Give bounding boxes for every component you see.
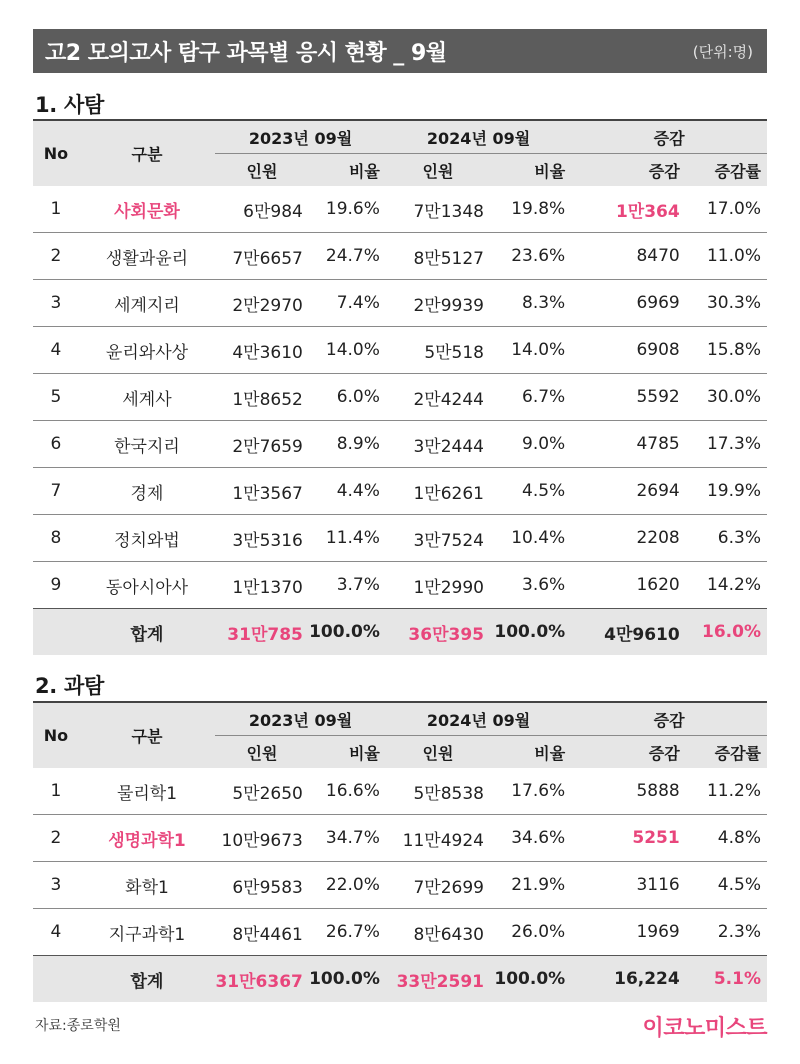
people-2023-cell: 8만4461 (232, 924, 303, 945)
increase-rate-cell: 11.0% (686, 233, 767, 280)
people-2024-cell: 1만6261 (386, 468, 490, 515)
people-2024-cell: 5만518 (386, 327, 490, 374)
header-no: No (33, 702, 79, 768)
ratio-2023-cell: 24.7% (309, 233, 386, 280)
increase-cell: 2694 (571, 468, 686, 515)
subject-name-cell: 정치와법 (79, 515, 215, 562)
source-note: 자료:종로학원 (35, 1018, 121, 1034)
subject-name-cell: 한국지리 (79, 421, 215, 468)
table-row (33, 374, 767, 421)
people-2023-cell: 6만9583 (215, 862, 309, 909)
unit-label: (단위:명) (692, 42, 753, 61)
ratio-2024-cell: 34.6% (490, 815, 571, 862)
increase-cell: 8470 (571, 233, 686, 280)
people-2024-cell: 11만4924 (386, 815, 490, 862)
people-2023-cell: 3만5316 (215, 515, 309, 562)
increase-cell: 1만364 (571, 186, 686, 233)
row-number-cell: 1 (33, 186, 79, 233)
total-blank-cell (33, 609, 79, 656)
row-number-cell: 2 (33, 233, 79, 280)
ratio-2024-cell: 14.0% (490, 327, 571, 374)
increase-rate-cell: 14.2% (706, 575, 761, 595)
header-increase-rate: 증감률 (686, 154, 767, 187)
table-row (33, 468, 767, 515)
ratio-2024-cell: 19.8% (490, 186, 571, 233)
people-2023-cell: 7만6657 (215, 233, 309, 280)
increase-cell: 5592 (571, 374, 686, 421)
ratio-2024-cell: 8.3% (490, 280, 571, 327)
people-2024-cell: 5만8538 (386, 768, 490, 815)
people-2023-cell: 1만3567 (215, 468, 309, 515)
subject-name-cell: 화학1 (79, 862, 215, 909)
ratio-2023-cell: 19.6% (309, 186, 386, 233)
ratio-2024-cell: 23.6% (490, 233, 571, 280)
people-2024-cell: 8만5127 (386, 233, 490, 280)
people-2023-cell: 4만3610 (215, 327, 309, 374)
table-row (33, 186, 767, 233)
total-blank-cell (33, 956, 79, 1003)
ratio-2023-cell: 6.0% (309, 374, 386, 421)
ratio-2023-cell: 26.7% (325, 922, 380, 942)
page-title: 고2 모의고사 탐구 과목별 응시 현황 _ 9월 (45, 40, 447, 66)
people-2023-cell: 6만984 (215, 186, 309, 233)
people-2024-cell: 2만4244 (386, 374, 490, 421)
people-2023-cell: 2만2970 (215, 280, 309, 327)
people-2023-cell: 10만9673 (215, 815, 309, 862)
header-year-2023: 2023년 09월 (215, 120, 386, 154)
row-number-cell: 4 (50, 922, 62, 942)
header-increase: 증감 (571, 154, 686, 187)
ratio-2023-cell: 14.0% (309, 327, 386, 374)
row-number-cell: 5 (33, 374, 79, 421)
ratio-2024-cell: 9.0% (490, 421, 571, 468)
people-2023-cell: 5만2650 (215, 768, 309, 815)
header-change: 증감 (571, 120, 767, 154)
increase-cell: 5888 (571, 768, 686, 815)
subject-name-cell: 윤리와사상 (79, 327, 215, 374)
total-people-2023-cell: 31만6367 (215, 956, 309, 1003)
title-bar (33, 29, 767, 73)
ratio-2024-cell: 4.5% (490, 468, 571, 515)
total-ratio-2024-cell: 100.0% (490, 956, 571, 1003)
total-subject-name-cell: 합계 (79, 956, 215, 1003)
social-table (33, 119, 767, 655)
row-number-cell: 3 (33, 280, 79, 327)
header-people-2023: 인원 (215, 736, 309, 769)
total-increase-cell: 4만9610 (571, 609, 686, 656)
total-people-2024-cell: 33만2591 (386, 956, 490, 1003)
people-2024-cell: 8만6430 (413, 924, 484, 945)
increase-rate-cell: 15.8% (686, 327, 767, 374)
header-increase-rate: 증감률 (686, 736, 767, 769)
people-2024-cell: 7만1348 (386, 186, 490, 233)
increase-rate-cell: 4.8% (686, 815, 767, 862)
table-row (33, 909, 767, 956)
people-2024-cell: 2만9939 (386, 280, 490, 327)
header-change: 증감 (571, 702, 767, 736)
table-row (33, 327, 767, 374)
increase-cell: 1969 (636, 922, 680, 942)
total-people-2024-cell: 36만395 (386, 609, 490, 656)
total-increase-cell: 16,224 (571, 956, 686, 1003)
increase-rate-cell: 30.0% (686, 374, 767, 421)
ratio-2023-cell: 22.0% (309, 862, 386, 909)
header-ratio-2024: 비율 (490, 154, 571, 187)
table-row (33, 280, 767, 327)
table-row (33, 768, 767, 815)
header-people-2024: 인원 (386, 154, 490, 187)
increase-cell: 3116 (571, 862, 686, 909)
row-number-cell: 3 (33, 862, 79, 909)
ratio-2023-cell: 8.9% (309, 421, 386, 468)
increase-rate-cell: 17.3% (686, 421, 767, 468)
total-people-2023-cell: 31만785 (215, 609, 309, 656)
people-2024-cell: 3만7524 (386, 515, 490, 562)
ratio-2024-cell: 6.7% (490, 374, 571, 421)
subject-name-cell: 세계지리 (79, 280, 215, 327)
row-number-cell: 9 (50, 575, 62, 595)
science-table (33, 701, 767, 1002)
section-title-science: 2. 과탐 (35, 674, 104, 698)
row-number-cell: 4 (33, 327, 79, 374)
table-row (33, 233, 767, 280)
section-title-social: 1. 사탐 (35, 93, 104, 117)
header-ratio-2024: 비율 (490, 736, 571, 769)
ratio-2023-cell: 3.7% (336, 575, 380, 595)
row-number-cell: 1 (33, 768, 79, 815)
subject-name-cell: 경제 (79, 468, 215, 515)
header-category: 구분 (79, 120, 215, 186)
total-ratio-2024-cell: 100.0% (490, 609, 571, 656)
header-no: No (33, 120, 79, 186)
subject-name-cell: 세계사 (79, 374, 215, 421)
total-ratio-2023-cell: 100.0% (309, 956, 386, 1003)
row-number-cell: 6 (33, 421, 79, 468)
ratio-2024-cell: 17.6% (490, 768, 571, 815)
header-ratio-2023: 비율 (309, 154, 386, 187)
header-people-2024: 인원 (386, 736, 490, 769)
table-row (33, 562, 767, 609)
total-row (33, 609, 767, 656)
ratio-2023-cell: 4.4% (309, 468, 386, 515)
increase-rate-cell: 17.0% (686, 186, 767, 233)
subject-name-cell: 생명과학1 (79, 815, 215, 862)
header-year-2023: 2023년 09월 (215, 702, 386, 736)
ratio-2024-cell: 3.6% (522, 575, 566, 595)
header-year-2024: 2024년 09월 (386, 120, 571, 154)
header-year-2024: 2024년 09월 (386, 702, 571, 736)
people-2023-cell: 1만1370 (232, 577, 303, 598)
total-row (33, 956, 767, 1003)
increase-cell: 6969 (571, 280, 686, 327)
increase-rate-cell: 30.3% (686, 280, 767, 327)
header-category: 구분 (79, 702, 215, 768)
subject-name-cell: 지구과학1 (108, 924, 186, 945)
increase-rate-cell: 19.9% (686, 468, 767, 515)
row-number-cell: 7 (33, 468, 79, 515)
total-ratio-2023-cell: 100.0% (309, 609, 386, 656)
ratio-2023-cell: 16.6% (309, 768, 386, 815)
people-2023-cell: 1만8652 (215, 374, 309, 421)
increase-rate-cell: 2.3% (717, 922, 761, 942)
header-people-2023: 인원 (215, 154, 309, 187)
increase-cell: 2208 (571, 515, 686, 562)
subject-name-cell: 생활과윤리 (79, 233, 215, 280)
ratio-2024-cell: 10.4% (490, 515, 571, 562)
increase-cell: 5251 (571, 815, 686, 862)
increase-cell: 4785 (571, 421, 686, 468)
header-ratio-2023: 비율 (309, 736, 386, 769)
subject-name-cell: 물리학1 (79, 768, 215, 815)
total-increase-rate-cell: 16.0% (686, 609, 767, 656)
ratio-2024-cell: 21.9% (490, 862, 571, 909)
brand-logo: 이코노미스트 (642, 1016, 767, 1041)
row-number-cell: 2 (33, 815, 79, 862)
increase-cell: 6908 (571, 327, 686, 374)
ratio-2023-cell: 11.4% (309, 515, 386, 562)
increase-rate-cell: 6.3% (686, 515, 767, 562)
ratio-2023-cell: 34.7% (309, 815, 386, 862)
increase-cell: 1620 (636, 575, 680, 595)
table-row (33, 815, 767, 862)
table-row (33, 862, 767, 909)
total-subject-name-cell: 합계 (79, 609, 215, 656)
increase-rate-cell: 11.2% (686, 768, 767, 815)
people-2024-cell: 1만2990 (413, 577, 484, 598)
header-increase: 증감 (571, 736, 686, 769)
ratio-2023-cell: 7.4% (309, 280, 386, 327)
table-row (33, 421, 767, 468)
total-increase-rate-cell: 5.1% (686, 956, 767, 1003)
row-number-cell: 8 (33, 515, 79, 562)
people-2023-cell: 2만7659 (215, 421, 309, 468)
people-2024-cell: 3만2444 (386, 421, 490, 468)
table-row (33, 515, 767, 562)
subject-name-cell: 사회문화 (79, 186, 215, 233)
people-2024-cell: 7만2699 (386, 862, 490, 909)
subject-name-cell: 동아시아사 (105, 577, 189, 598)
ratio-2024-cell: 26.0% (511, 922, 566, 942)
increase-rate-cell: 4.5% (686, 862, 767, 909)
